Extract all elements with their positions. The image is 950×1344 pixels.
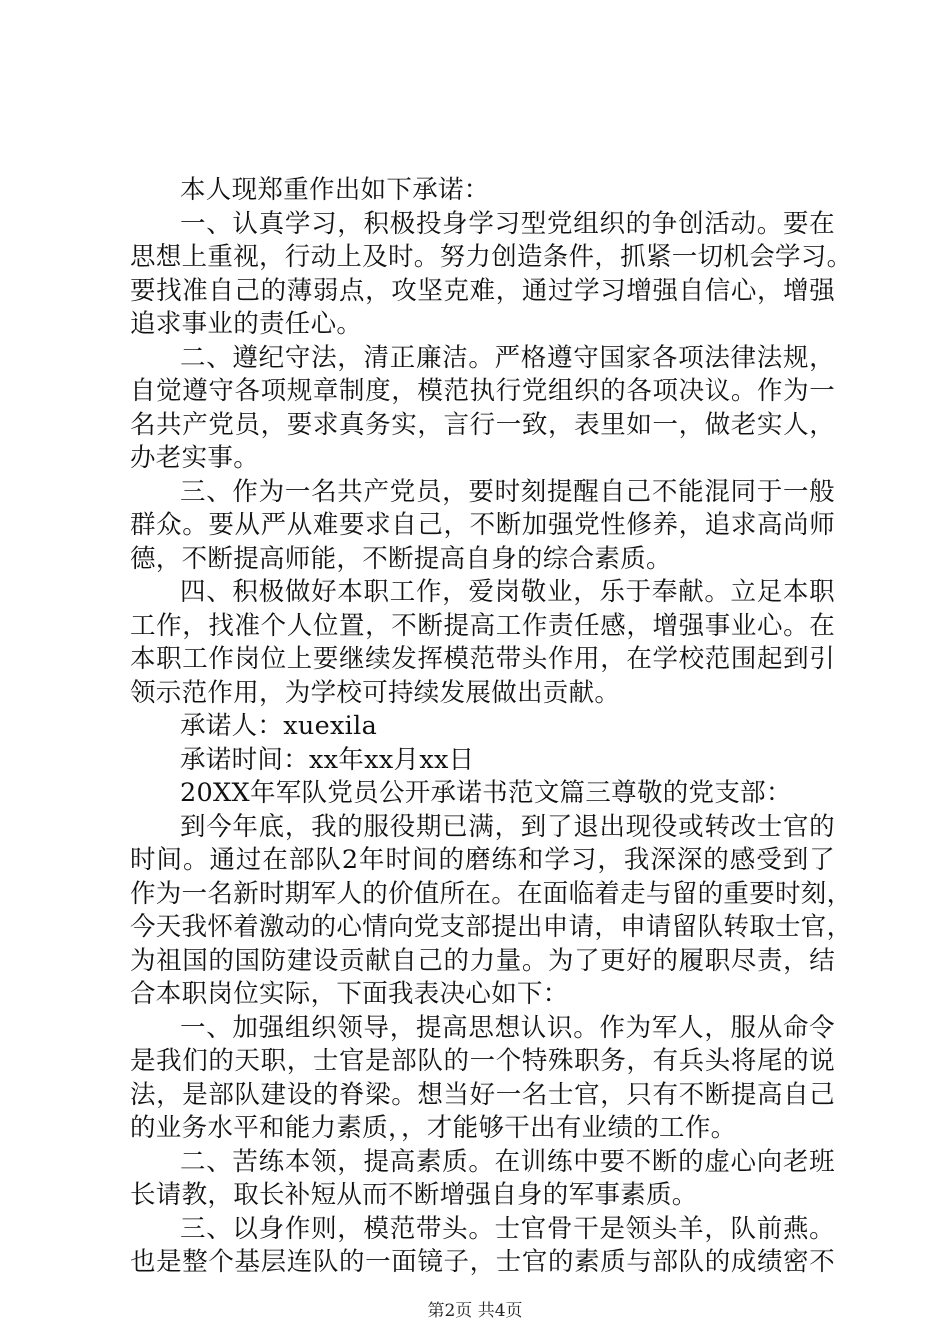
text-line: 是我们的天职，士官是部队的一个特殊职务，有兵头将尾的说 <box>130 1046 835 1076</box>
text-line: 也是整个基层连队的一面镜子，士官的素质与部队的成绩密不 <box>130 1247 835 1277</box>
text-line: 一、认真学习，积极投身学习型党组织的争创活动。要在 <box>180 208 835 239</box>
text-line: 一、加强组织领导，提高思想认识。作为军人，服从命令 <box>180 1012 835 1043</box>
text-line: 法，是部队建设的脊梁。想当好一名士官，只有不断提高自己 <box>130 1079 835 1110</box>
text-line: 20XX年军队党员公开承诺书范文篇三尊敬的党支部： <box>180 778 792 808</box>
text-line: 承诺人：xuexila <box>180 711 378 741</box>
text-line: 群众。要从严从难要求自己，不断加强党性修养，追求高尚师 <box>130 510 835 540</box>
text-line: 领示范作用，为学校可持续发展做出贡献。 <box>130 677 621 708</box>
text-line: 办老实事。 <box>130 443 260 473</box>
text-line: 合本职岗位实际，下面我表决心如下： <box>130 979 569 1009</box>
text-line: 四、积极做好本职工作，爱岗敬业，乐于奉献。立足本职 <box>180 577 835 607</box>
text-line: 二、苦练本领，提高素质。在训练中要不断的虚心向老班 <box>180 1146 835 1177</box>
text-line: 德，不断提高师能，不断提高自身的综合素质。 <box>130 543 672 574</box>
text-line: 思想上重视，行动上及时。努力创造条件，抓紧一切机会学习。 <box>130 242 853 272</box>
text-line: 三、以身作则，模范带头。士官骨干是领头羊，队前燕。 <box>180 1213 835 1244</box>
text-line: 自觉遵守各项规章制度，模范执行党组织的各项决议。作为一 <box>130 376 835 406</box>
text-line: 作为一名新时期军人的价值所在。在面临着走与留的重要时刻， <box>130 878 853 909</box>
text-line: 承诺时间：xx年xx月xx日 <box>180 744 475 775</box>
page-number-footer: 第2页 共4页 <box>427 1301 523 1321</box>
text-line: 时间。通过在部队2年时间的磨练和学习，我深深的感受到了 <box>130 845 835 875</box>
text-line: 追求事业的责任心。 <box>130 309 363 339</box>
text-line: 名共产党员，要求真务实，言行一致，表里如一，做老实人， <box>130 409 835 440</box>
text-line: 本人现郑重作出如下承诺： <box>180 175 490 205</box>
text-line: 三、作为一名共产党员，要时刻提醒自己不能混同于一般 <box>180 476 835 507</box>
document-body <box>130 174 853 1280</box>
text-line: 到今年底，我的服役期已满，到了退出现役或转改士官的 <box>180 811 835 842</box>
text-line: 长请教，取长补短从而不断增强自身的军事素质。 <box>130 1180 698 1210</box>
text-line: 本职工作岗位上要继续发挥模范带头作用，在学校范围起到引 <box>130 644 835 674</box>
text-line: 二、遵纪守法，清正廉洁。严格遵守国家各项法律法规， <box>180 342 835 373</box>
text-line: 工作，找准个人位置，不断提高工作责任感，增强事业心。在 <box>130 610 835 641</box>
text-line: 要找准自己的薄弱点，攻坚克难，通过学习增强自信心，增强 <box>130 275 835 306</box>
text-line: 的业务水平和能力素质，，才能够干出有业绩的工作。 <box>130 1113 737 1143</box>
text-line: 今天我怀着激动的心情向党支部提出申请，申请留队转取士官， <box>130 912 853 942</box>
text-line: 为祖国的国防建设贡献自己的力量。为了更好的履职尽责，结 <box>130 945 835 976</box>
